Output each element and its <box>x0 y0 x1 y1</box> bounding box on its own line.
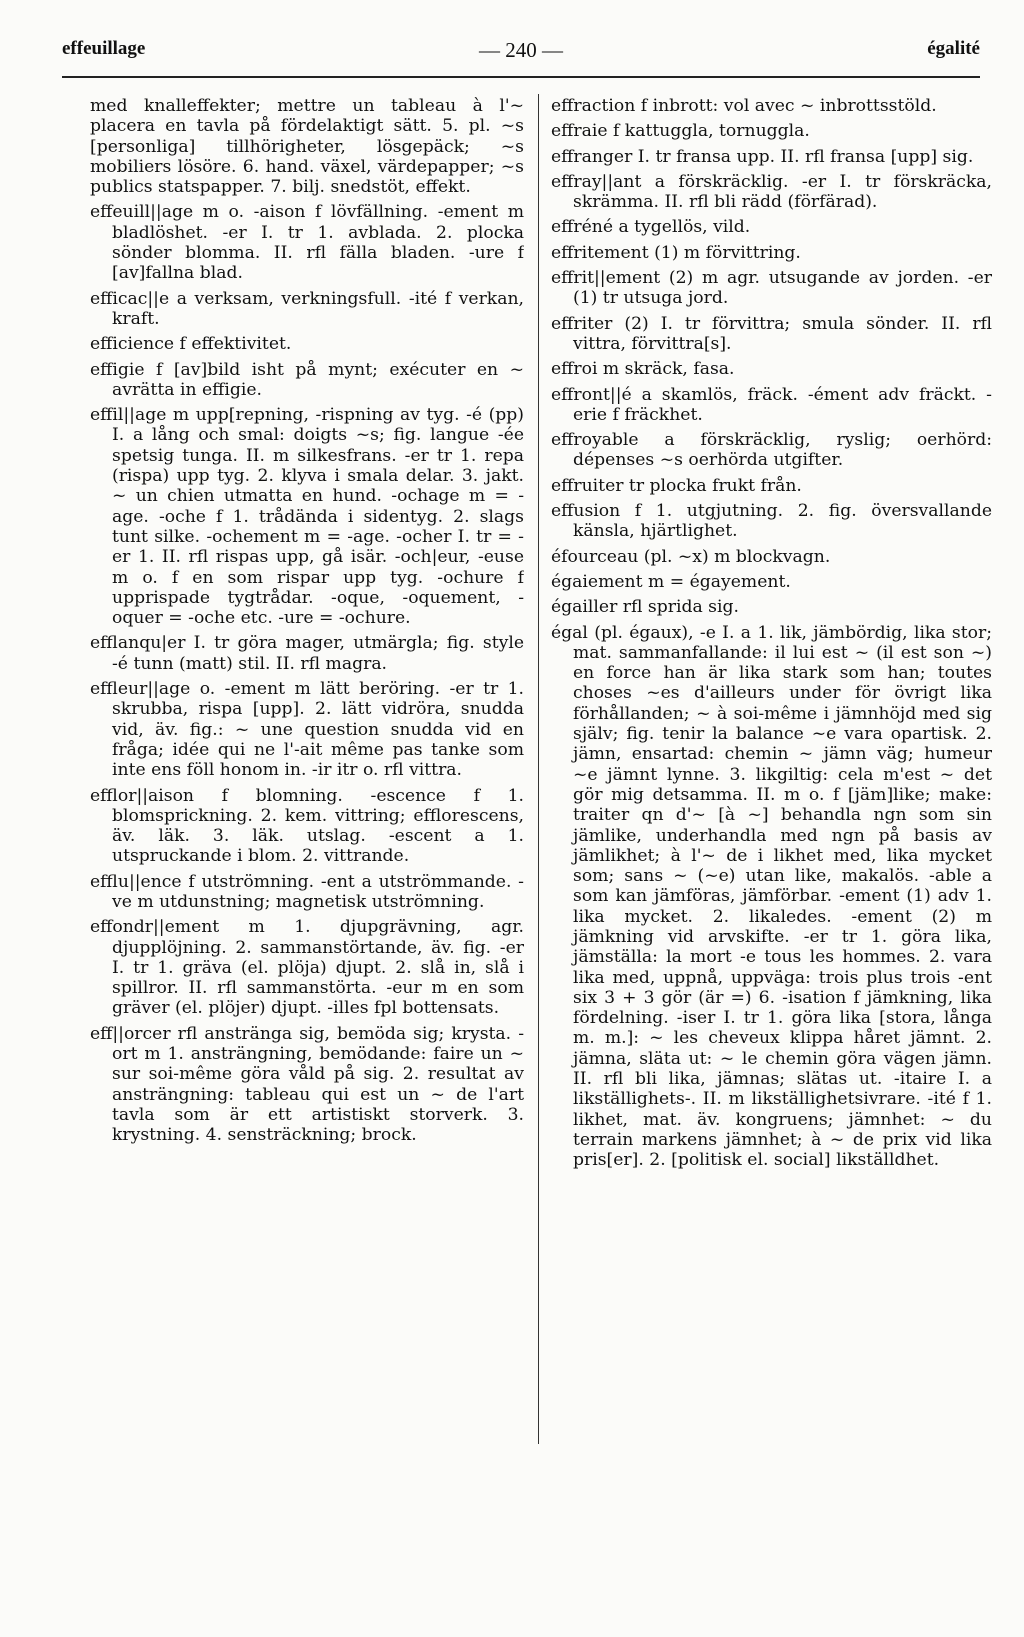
dictionary-entry: effroyable a förskräcklig, ryslig; oerhörd: dépenses ~s oerhörda utgifter. <box>551 430 992 471</box>
header-last-word: égalité <box>927 38 980 59</box>
dictionary-entry: éfourceau (pl. ~x) m blockvagn. <box>551 546 831 567</box>
dictionary-entry: effil||age m upp[repning, -rispning av tyg. -é (pp) I. a lång och smal: doigts ~s; fig. langue -ée spetsig tunga. II. m silkesfrans. -er tr 1. repa (rispa) upp tyg. 2. klyva i smala delar. 3. jakt. ~ un chien utmatta en hund. -ochage m = -age. -oche f 1. trådända i sidentyg. 2. slags tunt silke. -ochement m = -age. -ocher I. tr = -er 1. II. rfl rispas upp, gå isär. -och|eur, -euse m o. f en som rispar upp tyg. -ochure f upprispade tygtrådar. -oque, -oquement, -oquer = -oche etc. -ure = -ochure. <box>90 405 524 629</box>
dictionary-entry: effusion f 1. utgjutning. 2. fig. översvallande känsla, hjärtlighet. <box>551 501 992 542</box>
dictionary-entry: effray||ant a förskräcklig. -er I. tr förskräcka, skrämma. II. rfl bli rädd (förfärad). <box>551 171 992 213</box>
column-divider <box>538 94 539 1444</box>
page-header <box>62 38 980 72</box>
dictionary-entry: égailler rfl sprida sig. <box>551 597 739 618</box>
dictionary-entry: effriter (2) I. tr förvittra; smula sönder. II. rfl vittra, förvittra[s]. <box>551 313 992 354</box>
dictionary-entry: effraie f kattuggla, tornuggla. <box>551 121 810 142</box>
dictionary-entry: effront||é a skamlös, fräck. -ément adv fräckt. -erie f fräckhet. <box>551 384 992 425</box>
dictionary-entry: med knalleffekter; mettre un tableau à l'~ placera en tavla på fördelaktigt sätt. 5. pl. ~s [personliga] tillhörigheter, lösgepäck; ~s mobiliers lösöre. 6. hand. växel, värdepapper; ~s publics statspapper. 7. bilj. snedstöt, effekt. <box>90 96 524 198</box>
page-number: — 240 — <box>479 38 563 62</box>
dictionary-entry: égaiement m = égayement. <box>551 571 791 592</box>
dictionary-entry: efflanqu|er I. tr göra mager, utmärgla; fig. style -é tunn (matt) stil. II. rfl magra. <box>90 633 524 674</box>
dictionary-entry: effrit||ement (2) m agr. utsugande av jorden. -er (1) tr utsuga jord. <box>551 268 992 309</box>
dictionary-entry: efflu||ence f utströmning. -ent a utströmmande. -ve m utdunstning; magnetisk utströmning. <box>90 871 524 912</box>
dictionary-entry: égal (pl. égaux), -e I. a 1. lik, jämbördig, lika stor; mat. sammanfallande: il lui est ~ (il est son ~) en force han är lika stark som han; toutes choses ~es d'ailleurs under för övrigt lika förhållanden; ~ à soi-même i jämnhöjd med sig själv; fig. tenir la balance ~e vara opartisk. 2. jämn, ensartad: chemin ~ jämn väg; humeur ~e jämnt lynne. 3. likgiltig: cela m'est ~ det gör mig detsamma. II. m o. f [jäm]like; make: traiter qn d'~ [à ~] behandla ngn som sin jämlike, underhandla med ngn på basis av jämlikhet; à l'~ de i likhet med, lika mycket som; sans ~ (~e) utan like, makalös. -able a som kan jämföras, jämförbar. -ement (1) adv 1. lika mycket. 2. likaledes. -ement (2) m jämkning vid arvskifte. -er tr 1. göra lika, jämställa: la mort -e tous les hommes. 2. vara lika med, uppnå, uppväga: trois plus trois -ent six 3 + 3 gör (är =) 6. -isation f jämkning, lika fördelning. -iser I. tr 1. göra lika [stora, långa m. m.]: ~ les cheveux klippa håret jämnt. 2. jämna, släta ut: ~ le chemin göra vägen jämn. II. rfl bli lika, jämnas; slätas ut. -itaire I. a likställighets-. II. m likställighetsivrare. -ité f 1. likhet, mat. äv. kongruens; jämnhet: ~ du terrain markens jämnhet; à ~ de prix vid lika pris[er]. 2. [politisk el. social] likställdhet. <box>551 622 992 1171</box>
header-first-word: effeuillage <box>62 38 146 59</box>
dictionary-entry: effondr||ement m 1. djupgrävning, agr. djupplöjning. 2. sammanstörtande, äv. fig. -er I. tr 1. gräva (el. plöja) djupt. 2. slå in, slå i spillror. II. rfl sammanstörta. -eur m en som gräver (el. plöjer) djupt. -illes fpl bottensats. <box>90 917 524 1019</box>
dictionary-entry: effraction f inbrott: vol avec ~ inbrottsstöld. <box>551 96 937 116</box>
dictionary-entry: effritement (1) m förvittring. <box>551 242 801 263</box>
dictionary-entry: effroi m skräck, fasa. <box>551 359 735 380</box>
dictionary-entry: efflor||aison f blomning. -escence f 1. blomsprickning. 2. kem. vittring; efflorescens, äv. läk. 3. läk. utslag. -escent a 1. utspruckande i blom. 2. vittrande. <box>90 785 524 867</box>
left-column <box>90 96 524 1516</box>
dictionary-entry: effigie f [av]bild isht på mynt; exécuter en ~ avrätta in effigie. <box>90 359 524 400</box>
dictionary-entry: eff||orcer rfl anstränga sig, bemöda sig; krysta. -ort m 1. ansträngning, bemödande: faire un ~ sur soi-même göra våld på sig. 2. resultat av ansträngning: tableau qui est un ~ de l'art tavla som är ett artistiskt storverk. 3. krystning. 4. sensträckning; brock. <box>90 1023 524 1146</box>
dictionary-entry: effruiter tr plocka frukt från. <box>551 475 802 496</box>
dictionary-entry: effréné a tygellös, vild. <box>551 217 751 238</box>
right-column <box>551 96 992 1516</box>
dictionary-entry: effleur||age o. -ement m lätt beröring. -er tr 1. skrubba, rispa [upp]. 2. lätt vidröra, snudda vid, äv. fig.: ~ une question snudda vid en fråga; idée qui ne l'-ait même pas tanke som inte ens föll honom in. -ir itr o. rfl vittra. <box>90 679 524 781</box>
dictionary-entry: effeuill||age m o. -aison f lövfällning. -ement m bladlöshet. -er I. tr 1. avblada. 2. plocka sönder blomma. II. rfl fälla bladen. -ure f [av]fallna blad. <box>90 202 524 284</box>
dictionary-entry: efficience f effektivitet. <box>90 334 292 355</box>
header-rule <box>62 76 980 78</box>
dictionary-entry: efficac||e a verksam, verkningsfull. -ité f verkan, kraft. <box>90 288 524 329</box>
dictionary-entry: effranger I. tr fransa upp. II. rfl fransa [upp] sig. <box>551 146 974 167</box>
